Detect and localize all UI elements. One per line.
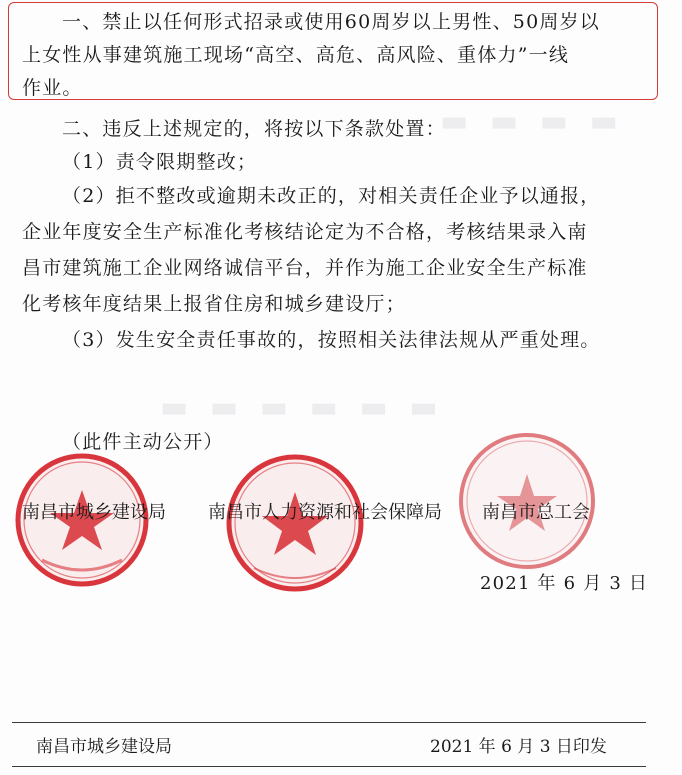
- signatory-2: 南昌市人力资源和社会保障局: [208, 502, 442, 523]
- document-date: 2021 年 6 月 3 日: [480, 573, 649, 594]
- item1-line1: 一、禁止以任何形式招录或使用60周岁以上男性、50周岁以: [62, 11, 600, 33]
- footer-rule-bottom: [12, 766, 646, 767]
- clause-2-line2: 企业年度安全生产标准化考核结论定为不合格，考核结果录入南: [22, 221, 588, 243]
- clause-2-line1: （2）拒不整改或逾期未改正的，对相关责任企业予以通报，: [62, 185, 601, 207]
- item1-line2: 上女性从事建筑施工现场“高空、高危、高风险、重体力”一线: [22, 44, 570, 66]
- signatory-3: 南昌市总工会: [482, 502, 590, 523]
- signatory-1: 南昌市城乡建设局: [22, 502, 166, 523]
- footer-issuer: 南昌市城乡建设局: [36, 737, 172, 757]
- bleed-through-text: ▬ ▬ ▬ ▬: [440, 104, 624, 139]
- clause-3: （3）发生安全责任事故的，按照相关法律法规从严重处理。: [62, 329, 601, 351]
- bleed-through-text: ▬ ▬ ▬ ▬ ▬ ▬: [160, 390, 444, 425]
- clause-2-line4: 化考核年度结果上报省住房和城乡建设厅；: [22, 293, 406, 315]
- official-seal-3: [452, 426, 602, 576]
- item2-heading: 二、违反上述规定的，将按以下条款处置：: [62, 118, 446, 140]
- item1-line3: 作业。: [22, 77, 83, 99]
- footer-issue-date: 2021 年 6 月 3 日印发: [430, 737, 607, 757]
- clause-2-line3: 昌市建筑施工企业网络诚信平台，并作为施工企业安全生产标准: [22, 257, 588, 279]
- disclosure-note: （此件主动公开）: [62, 431, 224, 453]
- clause-1: （1）责令限期整改；: [62, 151, 258, 173]
- footer-rule-top: [12, 722, 646, 723]
